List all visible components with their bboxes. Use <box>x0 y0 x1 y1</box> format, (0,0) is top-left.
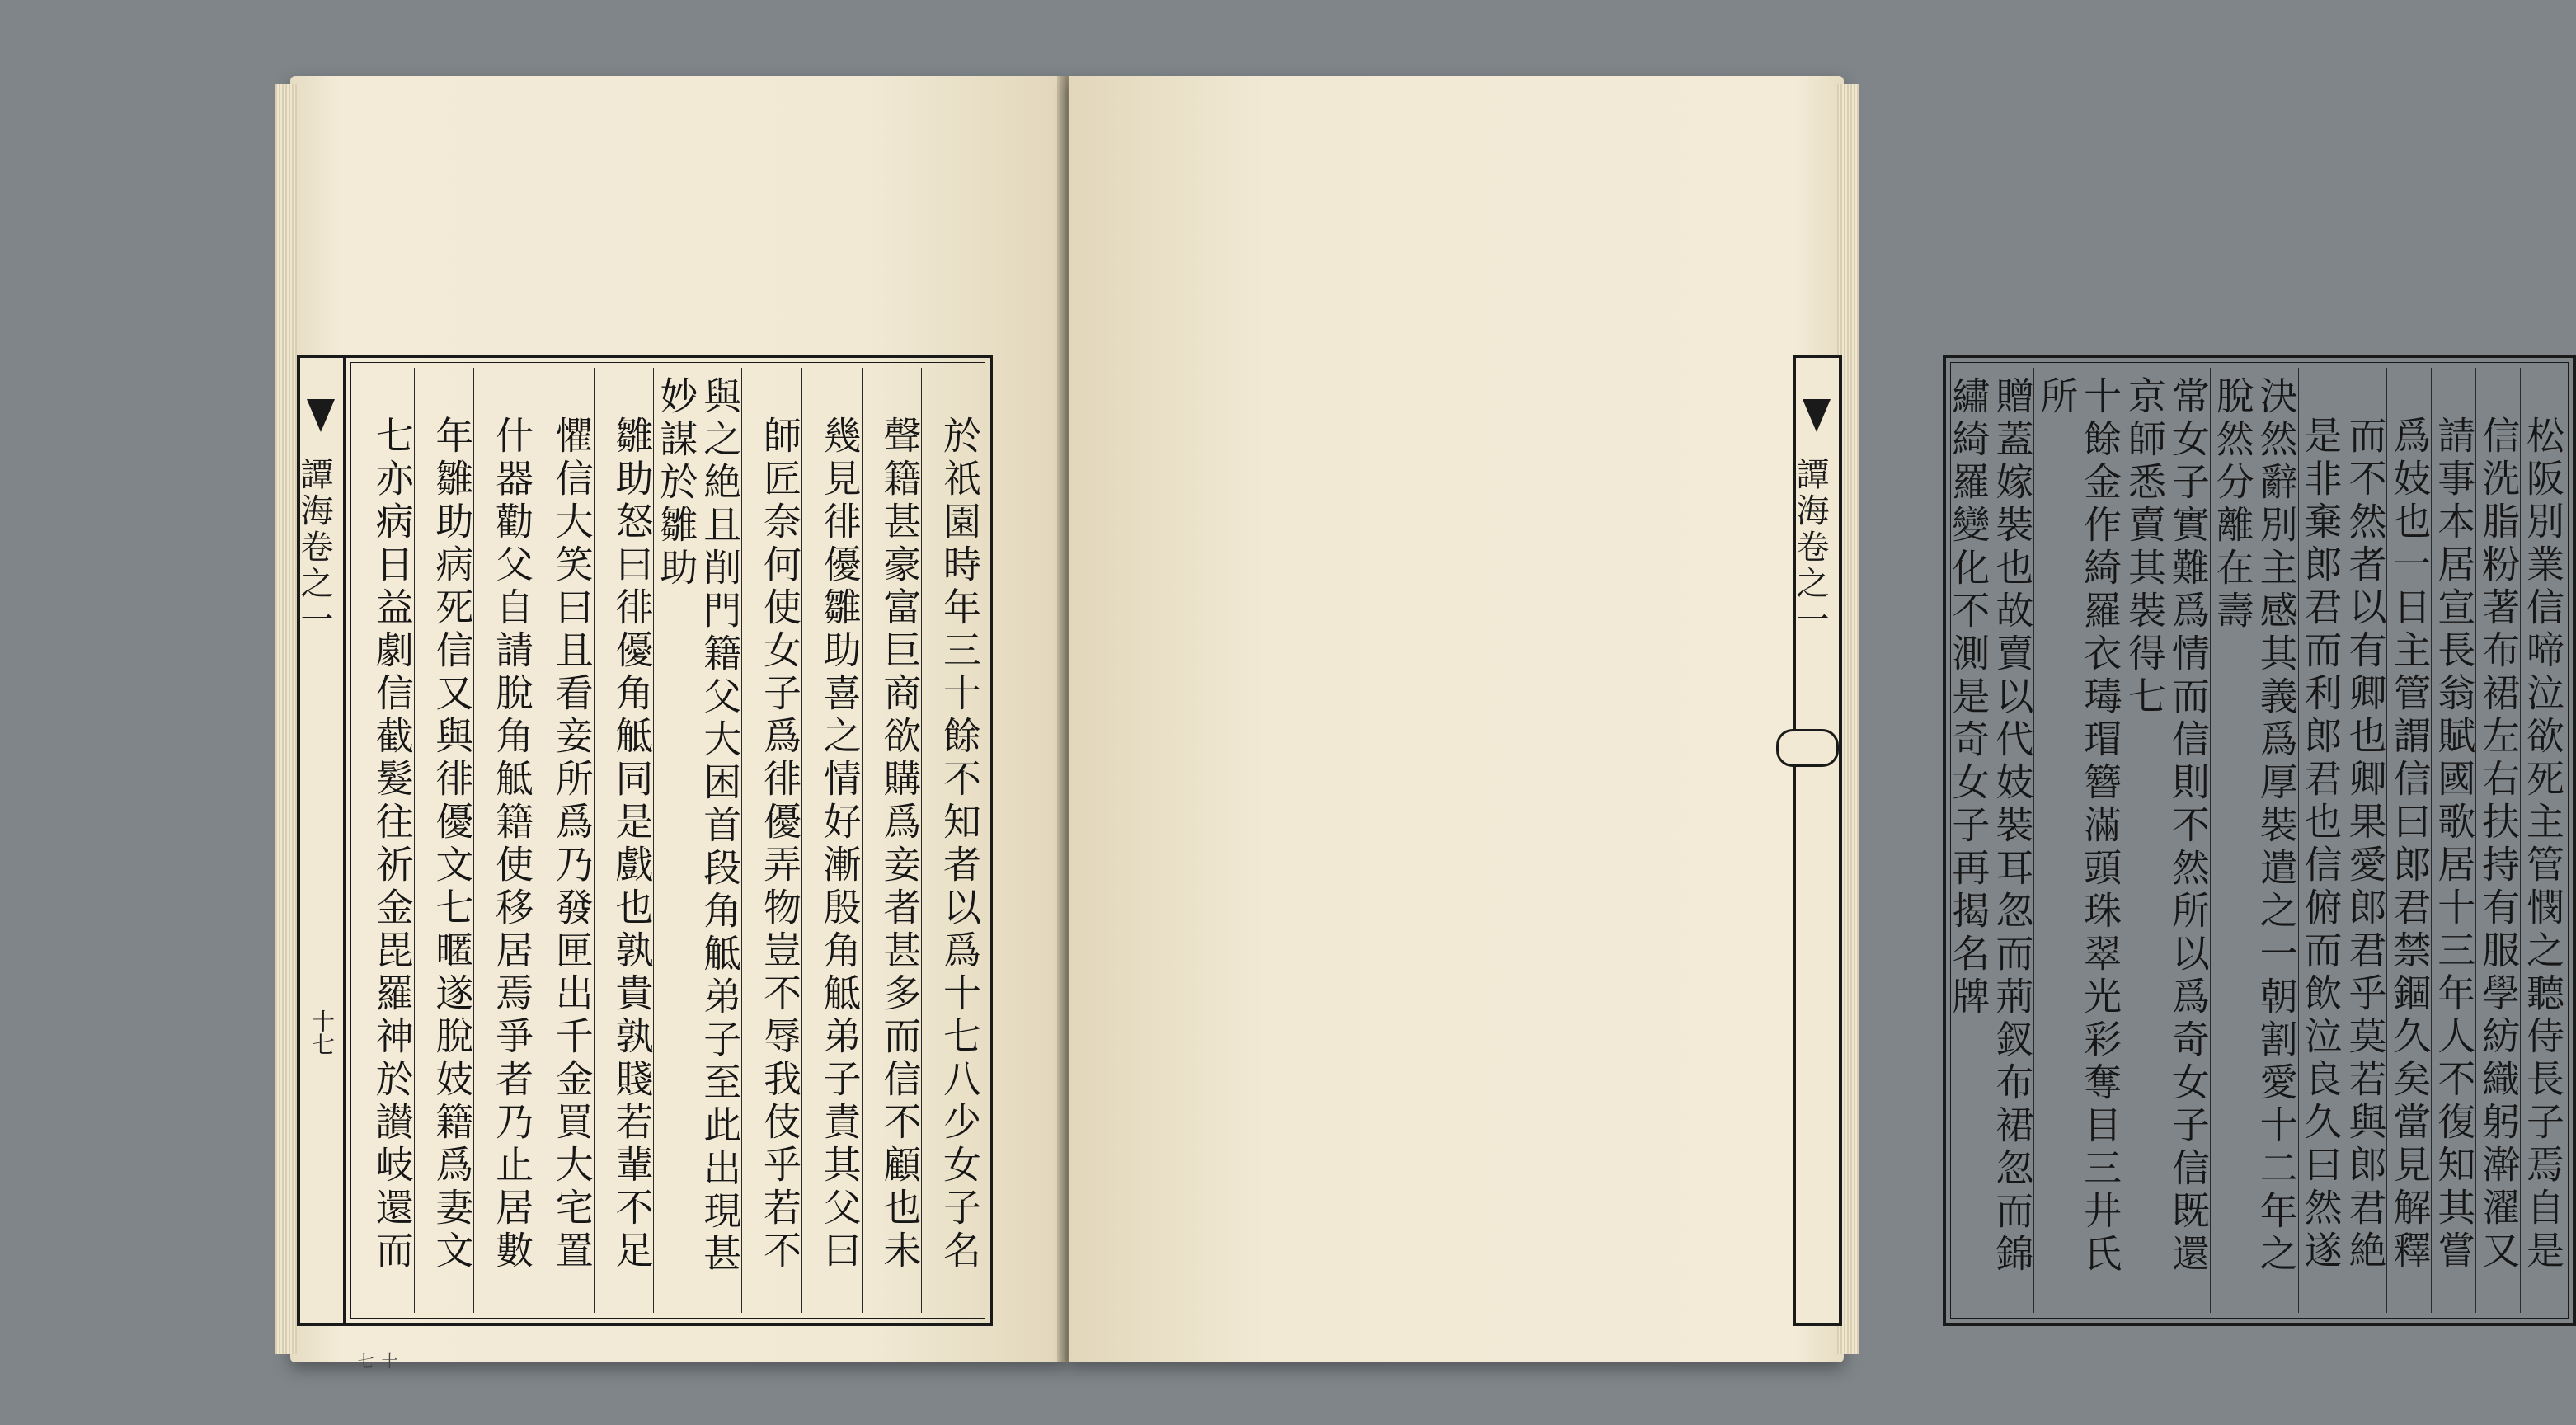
left-page-edge <box>275 84 297 1354</box>
page-tab-marker <box>1776 729 1839 767</box>
text-column: 松阪別業信啼泣欲死主管憫之聽侍長子焉自是 <box>2520 368 2564 1313</box>
text-column: 是非棄郎君而利郎君也信俯而飲泣良久曰然遂 <box>2298 368 2343 1313</box>
text-column: 與之絶且削門籍父大困首段角觝弟子至此出現甚妙謀於雛助 <box>653 368 741 1313</box>
open-book <box>290 76 2565 1369</box>
right-spine-column <box>1793 355 1842 1326</box>
text-column: 師匠奈何使女子爲徘優弄物豈不辱我伎乎若不 <box>741 368 801 1313</box>
text-column: 請事本居宣長翁賦國歌居十三年人不復知其嘗 <box>2431 368 2475 1313</box>
right-page <box>1069 76 2565 1362</box>
text-column: 十餘金作綺羅衣瑇瑁簪滿頭珠翠光彩奪目三井氏所 <box>2033 368 2122 1313</box>
text-column: 懼信大笑曰且看妾所爲乃發匣出千金買大宅置 <box>534 368 594 1313</box>
text-column: 年雛助病死信又與徘優文七暱遂脫妓籍爲妻文 <box>414 368 474 1313</box>
fishtail-mark-icon <box>307 399 335 432</box>
text-column: 決然辭別主感其義爲厚裝遣之一朝割愛十二年之脫然分離在壽 <box>2210 368 2298 1313</box>
right-text-frame <box>1943 355 2576 1326</box>
text-column: 而不然者以有卿也卿果愛郎君乎莫若與郎君絶 <box>2343 368 2387 1313</box>
text-column: 於祇園時年三十餘不知者以爲十七八少女子名 <box>921 368 981 1313</box>
text-column: 幾見徘優雛助喜之情好漸殷角觝弟子責其父曰 <box>801 368 862 1313</box>
right-spine-title: 譚海卷之一 <box>1791 457 1829 638</box>
text-column: 贈蓋嫁裝也故賣以代妓裝耳忽而荊釵布裙忽而錦繡綺羅變化不測是奇女子再揭名牌 <box>1946 376 2035 1277</box>
left-text-columns <box>355 368 981 1313</box>
left-spine-title: 譚海卷之一 <box>295 457 333 638</box>
right-text-columns <box>1946 368 2565 1313</box>
left-bottom-folio: 十七 <box>355 1352 398 1369</box>
text-column: 常女子實難爲情而信則不然所以爲奇女子信既還京師悉賣其裝得七 <box>2122 368 2210 1313</box>
fishtail-mark-icon <box>1803 399 1831 432</box>
left-text-frame <box>343 355 993 1326</box>
text-column: 七亦病日益劇信截髮往祈金毘羅神於讃岐還而 <box>369 416 415 1273</box>
left-folio-number: 十七 <box>308 1009 336 1056</box>
left-spine-column <box>297 355 346 1326</box>
text-column: 雛助怒曰徘優角觝同是戲也孰貴孰賤若輩不足 <box>594 368 654 1313</box>
text-column: 什器勸父自請脫角觝籍使移居焉爭者乃止居數 <box>473 368 534 1313</box>
text-column: 爲妓也一日主管謂信曰郎君禁錮久矣當見解釋 <box>2386 368 2431 1313</box>
text-column: 信洗脂粉著布裙左右扶持有服學紡織躬澣濯又 <box>2475 368 2520 1313</box>
left-page <box>290 76 1065 1369</box>
text-column: 聲籍甚豪富巨商欲購爲妾者甚多而信不顧也未 <box>862 368 922 1313</box>
